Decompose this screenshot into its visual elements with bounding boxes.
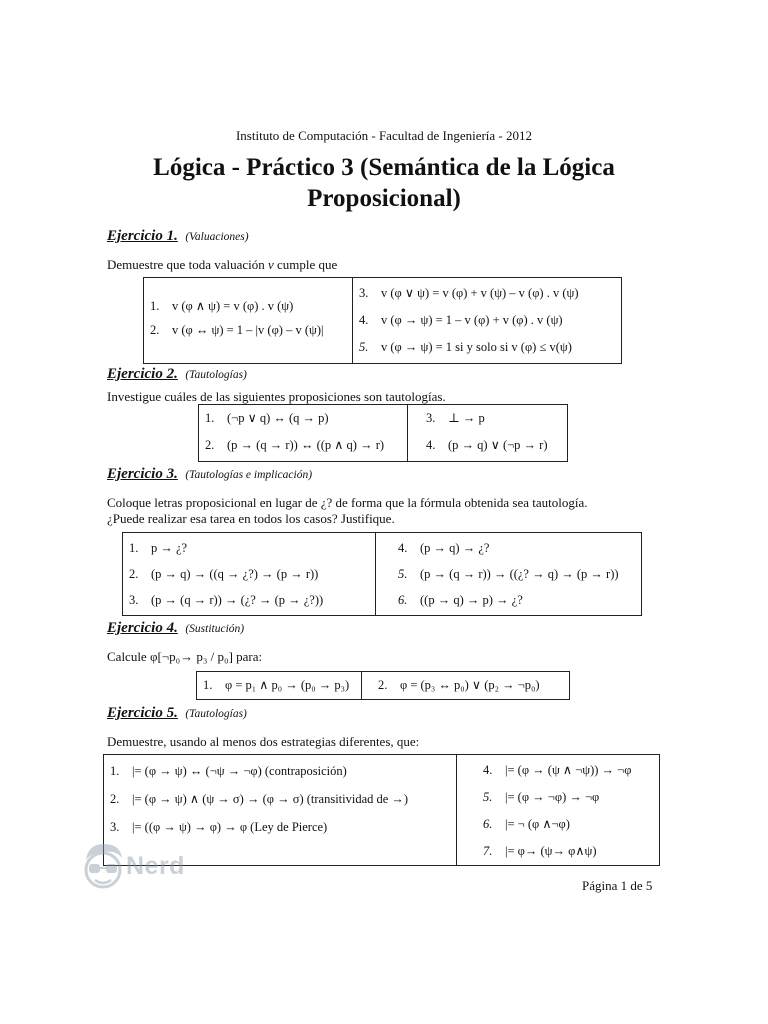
exercise-4-item-2 (362, 672, 570, 700)
exercise-3-intro-line-2: ¿Puede realizar esa tarea en todos los casos? Justifique. (107, 511, 395, 526)
list-item (129, 587, 369, 613)
list-item (129, 561, 369, 587)
item-number: 4. (483, 763, 493, 777)
exercise-2-label: Ejercicio 2. (107, 366, 178, 382)
exercise-4-item-1 (197, 672, 362, 700)
exercise-2-topic: (Tautologías) (185, 369, 247, 381)
item-formula: φ = p₁ ∧ p₀ → (p₀ → p₃) (225, 678, 350, 692)
list-item (150, 318, 346, 342)
exercise-1-left-column (144, 278, 353, 364)
header-institution: Instituto de Computación - Facultad de Ingeniería - 2012 (235, 128, 533, 143)
item-formula: v (φ → ψ) = 1 – v (φ) + v (φ) . v (ψ) (381, 313, 563, 327)
item-formula: (p → (q → r)) ↔ ((p ∧ q) → r) (227, 438, 385, 452)
item-formula: (p → q) → ¿? (420, 541, 490, 555)
item-number: 6. (483, 817, 493, 831)
list-item (359, 280, 615, 307)
item-formula: |= φ→ (ψ→ φ∧ψ) (505, 844, 597, 858)
exercise-5-label: Ejercicio 5. (107, 705, 178, 721)
item-number: 4. (398, 541, 408, 555)
item-number: 3. (426, 411, 436, 425)
list-item (205, 405, 401, 432)
list-item (426, 432, 561, 459)
exercise-2-table (198, 404, 568, 462)
item-formula: |= (φ → ψ) ↔ (¬ψ → ¬φ) (contraposición) (132, 764, 347, 778)
item-number: 2. (110, 792, 120, 806)
exercise-5-right-column (457, 755, 660, 866)
item-formula: ⊥ → p (448, 411, 485, 425)
exercise-1-heading (107, 228, 249, 245)
item-number: 5. (398, 567, 408, 581)
item-formula: |= ((φ → ψ) → φ) → φ (Ley de Pierce) (132, 820, 328, 834)
page-title (94, 152, 674, 214)
list-item (398, 561, 635, 587)
exercise-4-intro: Calcule φ[¬p₀→ p₃ / p₀] para: (107, 649, 263, 664)
exercise-4-topic: (Sustitución) (185, 623, 245, 635)
item-number: 4. (359, 313, 369, 327)
list-item (483, 784, 653, 811)
item-number: 2. (205, 438, 215, 452)
list-item (110, 757, 450, 785)
exercise-3-topic: (Tautologías e implicación) (185, 469, 313, 481)
exercise-1-topic: (Valuaciones) (185, 231, 249, 243)
item-number: 3. (129, 593, 139, 607)
exercise-1-label: Ejercicio 1. (107, 228, 178, 244)
list-item (359, 334, 615, 361)
item-formula: (p → (q → r)) → ((¿? → q) → (p → r)) (420, 567, 619, 581)
list-item (129, 535, 369, 561)
item-number: 5. (359, 340, 369, 354)
exercise-5-topic: (Tautologías) (185, 708, 247, 720)
list-item (483, 838, 653, 865)
item-formula: |= (φ → ¬φ) → ¬φ (505, 790, 600, 804)
exercise-3-table (122, 532, 642, 616)
item-formula: v (φ ∨ ψ) = v (φ) + v (ψ) – v (φ) . v (ψ) (381, 286, 579, 300)
exercise-2-right-column (408, 405, 568, 462)
exercise-4-heading (107, 620, 244, 637)
item-formula: (p → q) ∨ (¬p → r) (448, 438, 548, 452)
intro-valuation-symbol: v (268, 257, 274, 272)
exercise-2-heading (107, 366, 247, 383)
item-number: 2. (378, 678, 388, 692)
exercise-3-label: Ejercicio 3. (107, 466, 178, 482)
list-item (205, 432, 401, 459)
item-formula: v (φ ∧ ψ) = v (φ) . v (ψ) (172, 299, 294, 313)
title-line-1: Lógica - Práctico 3 (Semántica de la Lógica (153, 154, 615, 181)
list-item (378, 672, 563, 699)
exercise-4-label: Ejercicio 4. (107, 620, 178, 636)
item-number: 1. (110, 764, 120, 778)
exercise-5-heading (107, 705, 247, 722)
exercise-1-right-column (353, 278, 622, 364)
exercise-1-intro (107, 257, 337, 273)
item-formula: v (φ → ψ) = 1 si y solo si v (φ) ≤ v(ψ) (381, 340, 572, 354)
item-number: 1. (205, 411, 215, 425)
exercise-2-left-column (199, 405, 408, 462)
item-formula: (p → (q → r)) → (¿? → (p → ¿?)) (151, 593, 324, 607)
exercise-3-intro-line-1: Coloque letras proposicional en lugar de ¿? de forma que la fórmula obtenida sea tautología. (107, 495, 588, 510)
item-number: 6. (398, 593, 408, 607)
item-number: 7. (483, 844, 493, 858)
item-number: 1. (129, 541, 139, 555)
nerd-face-icon (80, 840, 126, 894)
nerd-watermark (80, 840, 200, 896)
item-formula: v (φ ↔ ψ) = 1 – |v (φ) – v (ψ)| (172, 323, 324, 337)
exercise-4-table (196, 671, 570, 700)
item-formula: (¬p ∨ q) ↔ (q → p) (227, 411, 329, 425)
item-number: 2. (129, 567, 139, 581)
exercise-2-intro: Investigue cuáles de las siguientes proposiciones son tautologías. (107, 389, 446, 404)
exercise-3-right-column (376, 533, 642, 616)
page-number: Página 1 de 5 (582, 878, 653, 893)
list-item (110, 785, 450, 813)
item-number: 4. (426, 438, 436, 452)
exercise-3-heading (107, 466, 312, 483)
watermark-word: Nerd (126, 852, 185, 880)
item-formula: p → ¿? (151, 541, 188, 555)
list-item (483, 811, 653, 838)
item-number: 1. (203, 678, 213, 692)
list-item (359, 307, 615, 334)
exercise-1-table (143, 277, 622, 364)
list-item (483, 757, 653, 784)
item-formula: φ = (p₃ ↔ p₀) ∨ (p₂ → ¬p₀) (400, 678, 540, 692)
item-number: 3. (359, 286, 369, 300)
item-formula: |= ¬ (φ ∧¬φ) (505, 817, 570, 831)
list-item (426, 405, 561, 432)
item-formula: |= (φ → (ψ ∧ ¬ψ)) → ¬φ (505, 763, 632, 777)
intro-text: Demuestre que toda valuación (107, 257, 268, 272)
item-number: 5. (483, 790, 493, 804)
item-number: 2. (150, 323, 160, 337)
exercise-3-intro (107, 495, 587, 527)
item-number: 1. (150, 299, 160, 313)
list-item (110, 813, 450, 841)
item-formula: |= (φ → ψ) ∧ (ψ → σ) → (φ → σ) (transitividad de →) (132, 792, 409, 806)
item-formula: (p → q) → ((q → ¿?) → (p → r)) (151, 567, 319, 581)
item-number: 3. (110, 820, 120, 834)
intro-text-end: cumple que (273, 257, 338, 272)
list-item (398, 535, 635, 561)
list-item (203, 672, 355, 699)
title-line-2: Proposicional) (307, 185, 461, 212)
exercise-5-intro: Demuestre, usando al menos dos estrategias diferentes, que: (107, 734, 420, 749)
item-formula: ((p → q) → p) → ¿? (420, 593, 523, 607)
list-item (150, 294, 346, 318)
list-item (398, 587, 635, 613)
exercise-3-left-column (123, 533, 376, 616)
